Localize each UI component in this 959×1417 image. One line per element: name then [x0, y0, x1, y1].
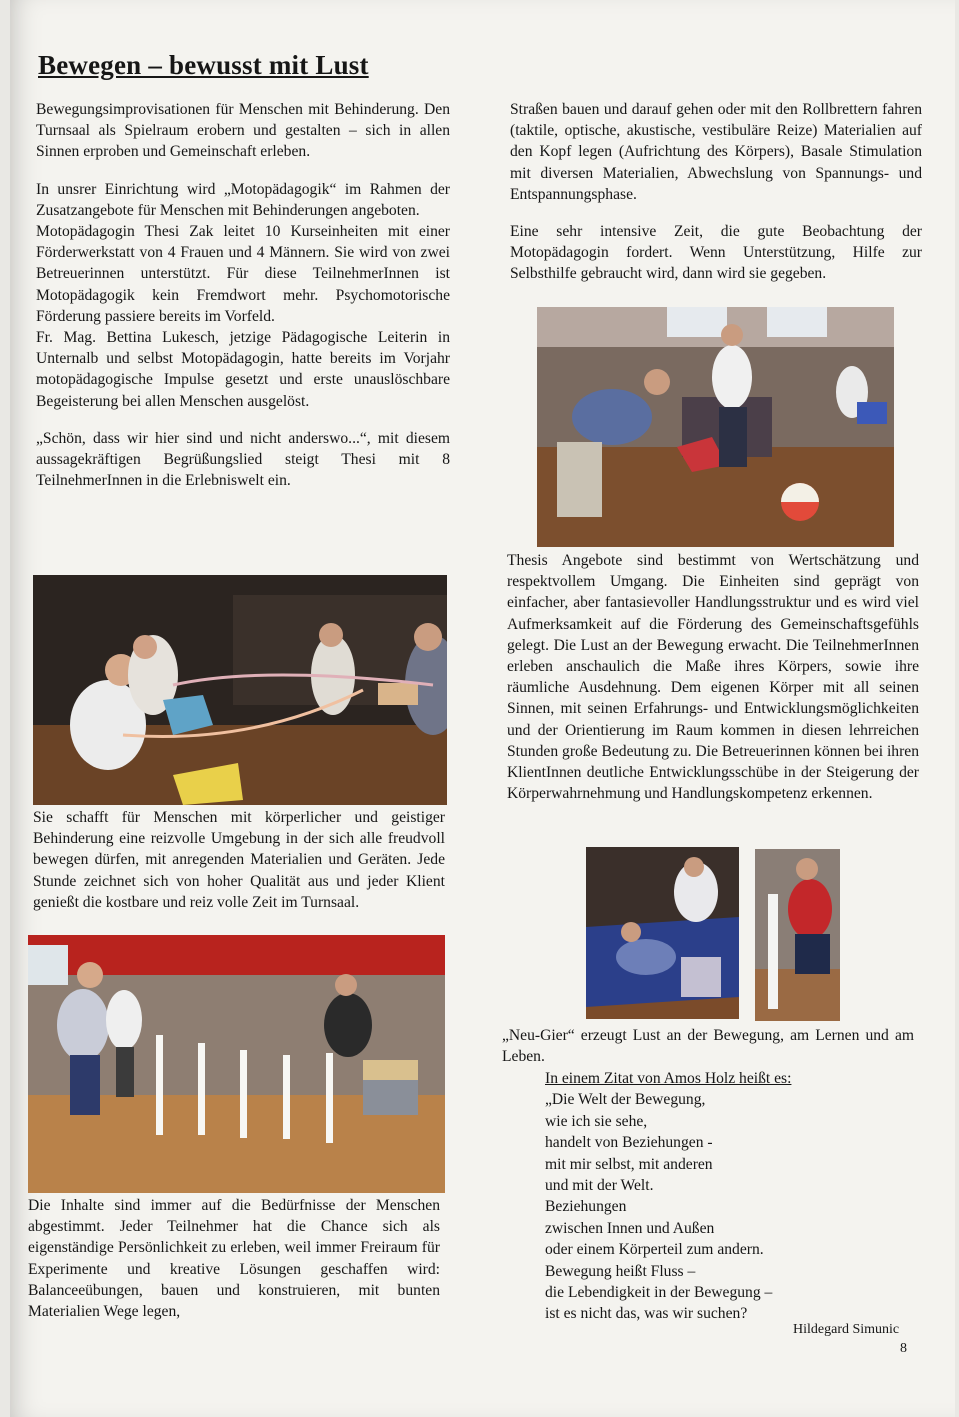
page-number: 8 — [900, 1341, 907, 1356]
quote-intro: In einem Zitat von Amos Holz heißt es: — [545, 1070, 792, 1087]
paragraph-streets: Straßen bauen und darauf gehen oder mit den Rollbrettern fahren (taktile, optische, akustische, vestibuläre Reize) Materialien auf den Kopf legen (Aufrichtung des Körpers), Basale Stimulation mit diversen Materialien, Abwechslung von Spannungs- und Entspannungsphase. — [510, 101, 922, 203]
paragraph-greeting-song: „Schön, dass wir hier sind und nicht anderswo...“, mit diesem aussagekräftigen Begrüßungslied steigt Thesi mit 8 TeilnehmerInnen in die Erlebniswelt ein. — [36, 429, 450, 490]
quote-line: zwischen Innen und Außen — [545, 1219, 715, 1237]
quote-line: die Lebendigkeit in der Bewegung – — [545, 1284, 773, 1302]
quote-line: Beziehungen — [545, 1198, 627, 1216]
paragraph-lukesch: Fr. Mag. Bettina Lukesch, jetzige Pädagogische Leiterin in Unternalb und selbst Motopädagogin, hatte bereits im Vorjahr motopädagogische Impulse gesetzt und erste unauslöschbare Begeisterung bei allen Menschen ausgelöst. — [36, 329, 450, 410]
quote-line: ist es nicht das, was wir suchen? — [545, 1305, 748, 1323]
left-column-caption-1 — [33, 807, 445, 913]
right-column-intro — [510, 99, 922, 285]
paragraph-observation: Eine sehr intensive Zeit, die gute Beobachtung der Motopädagogin fordert. Wenn Unterstützung, Hilfe zur Selbsthilfe gebraucht wird, dann wird sie gegeben. — [510, 223, 922, 283]
quote-line: oder einem Körperteil zum andern. — [545, 1241, 764, 1259]
quote-line: und mit der Welt. — [545, 1177, 654, 1195]
right-column-caption-2 — [502, 1025, 914, 1067]
quote-line: Bewegung heißt Fluss – — [545, 1262, 696, 1280]
left-column-intro — [36, 99, 450, 491]
intro-paragraph: Bewegungsimprovisationen für Menschen mit Behinderung. Den Turnsaal als Spielraum erobern und gestalten – sich in allen Sinnen erproben und Gemeinschaft erleben. — [36, 101, 450, 161]
quote-block — [545, 1068, 791, 1325]
photo-floor-mat — [586, 847, 739, 1019]
quote-line: mit mir selbst, mit anderen — [545, 1155, 713, 1173]
photo-gym-boards — [537, 307, 894, 547]
paragraph-thesi-zak: Motopädagogin Thesi Zak leitet 10 Kurseinheiten mit einer Förderwerkstatt von 4 Frauen und 4 Männern. Sie wird von zwei Betreuerinnen unterstützt. Für diese TeilnehmerInnen ist Motopädagogik kein Fremdwort mehr. Psychomotorische Förderung passiere bereits im Vorfeld. — [36, 223, 450, 325]
photo-person-red — [755, 849, 840, 1021]
left-column-caption-2 — [28, 1195, 440, 1322]
author-name: Hildegard Simunic — [793, 1322, 900, 1337]
quote-line: „Die Welt der Bewegung, — [545, 1091, 706, 1109]
caption-curiosity: „Neu-Gier“ erzeugt Lust an der Bewegung, am Lernen und am Leben. — [502, 1027, 914, 1066]
right-column-caption-1 — [507, 550, 919, 804]
article-title: Bewegen – bewusst mit Lust — [38, 50, 369, 80]
photo-group-ropes — [33, 575, 447, 805]
caption-appreciation: Thesis Angebote sind bestimmt von Wertschätzung und respektvollem Umgang. Die Einheiten sind geprägt von einfacher, aber fantasievoller Handlungsstruktur und es wird viel Aufmerksamkeit auf die Förderung des Gemeinschaftsgefühls gelegt. Die Lust an der Bewegung erwacht. Die TeilnehmerInnen erleben anschaulich die Maße ihres Körpers, sowie ihre räumliche Ausdehnung. Dem eigenen Körper mit all seinen Sinnen, mit seinen Erfahrungs- und Entwicklungsmöglichkeiten und der Orientierung im Raum kommen in diesen lehrreichen Stunden große Bedeutung zu. Die Betreuerinnen können bei ihren KlientInnen deutliche Entwicklungsschübe in der Steigerung der Körperwahrnehmung und Handlungskompetenz erkennen. — [507, 552, 919, 803]
photo-gym-poles — [28, 935, 445, 1193]
quote-line: wie ich sie sehe, — [545, 1112, 648, 1130]
quote-line: handelt von Beziehungen - — [545, 1134, 713, 1152]
paragraph-motopaedagogik: In unsrer Einrichtung wird „Motopädagogik“ im Rahmen der Zusatzangebote für Menschen mit Behinderungen angeboten. — [36, 180, 450, 219]
caption-needs: Die Inhalte sind immer auf die Bedürfnisse der Menschen abgestimmt. Jeder Teilnehmer hat die Chance sich als eigenständige Persönlichkeit zu erleben, weil immer Freiraum für Experimente und kreative Lösungen geschaffen wird: Balanceeübungen, bauen und konstruieren, mit bunten Materialien Wege legen, — [28, 1197, 440, 1321]
caption-environment: Sie schafft für Menschen mit körperlicher und geistiger Behinderung eine reizvolle Umgebung in der sich alle freudvoll bewegen dürfen, mit anregenden Materialien und Geräten. Jede Stunde zeichnet sich von hoher Qualität aus und jeder Klient genießt die kostbare und reiz volle Zeit im Turnsaal. — [33, 809, 445, 911]
